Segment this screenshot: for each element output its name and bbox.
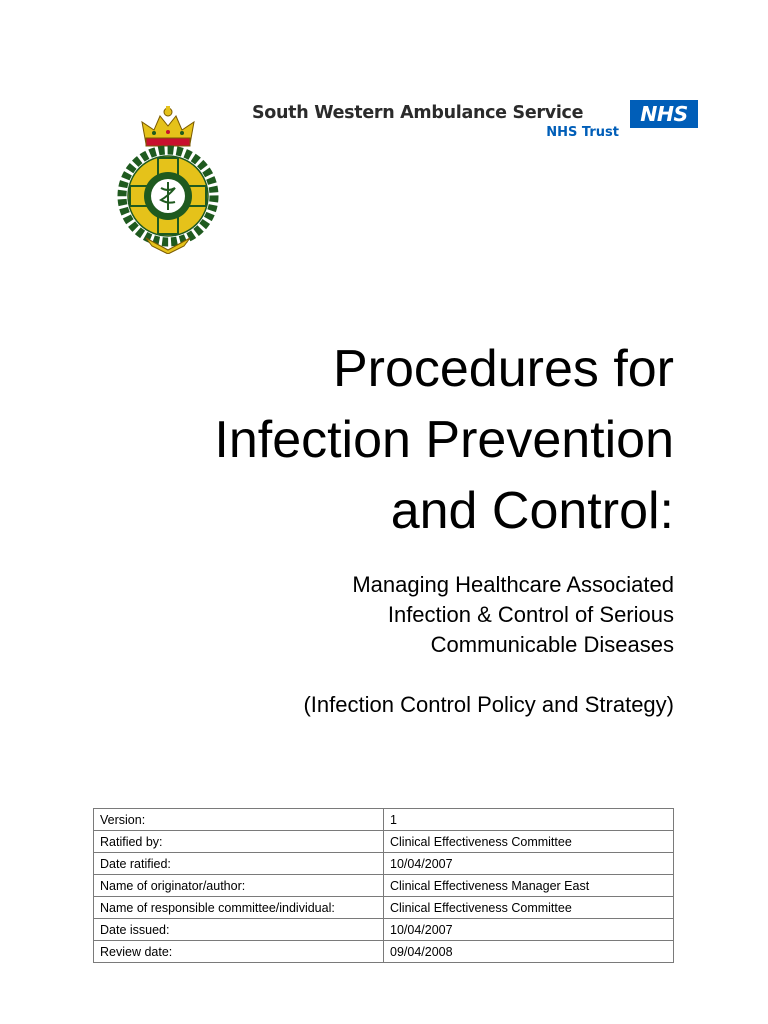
row-value: 09/04/2008	[384, 941, 674, 963]
subtitle-line: Communicable Diseases	[430, 632, 674, 657]
row-label: Date ratified:	[94, 853, 384, 875]
title-line: and Control:	[390, 482, 674, 540]
title-line: Procedures for	[332, 340, 674, 398]
table-row	[94, 941, 674, 963]
document-subtitle	[352, 570, 674, 660]
row-value: Clinical Effectiveness Committee	[384, 831, 674, 853]
subtitle-line: Infection & Control of Serious	[387, 602, 674, 627]
row-value: 10/04/2007	[384, 853, 674, 875]
row-value: 10/04/2007	[384, 919, 674, 941]
ambulance-service-crest-icon	[112, 104, 224, 254]
row-label: Review date:	[94, 941, 384, 963]
row-label: Ratified by:	[94, 831, 384, 853]
trust-name: NHS Trust	[546, 125, 619, 140]
subtitle-line: Managing Healthcare Associated	[352, 572, 674, 597]
organisation-header	[252, 100, 698, 144]
table-row	[94, 919, 674, 941]
nhs-logo: NHS	[630, 100, 698, 128]
document-info-table	[93, 808, 674, 963]
document-title	[214, 334, 674, 547]
table-row	[94, 875, 674, 897]
table-row	[94, 853, 674, 875]
row-label: Name of responsible committee/individual:	[94, 897, 384, 919]
row-label: Name of originator/author:	[94, 875, 384, 897]
table-row	[94, 809, 674, 831]
row-label: Version:	[94, 809, 384, 831]
policy-note: (Infection Control Policy and Strategy)	[303, 692, 674, 717]
crown-icon	[142, 106, 194, 146]
row-value: 1	[384, 809, 674, 831]
row-value: Clinical Effectiveness Manager East	[384, 875, 674, 897]
table-row	[94, 897, 674, 919]
title-line: Infection Prevention	[214, 411, 674, 469]
organisation-name: South Western Ambulance Service	[252, 103, 584, 123]
table-row	[94, 831, 674, 853]
row-value: Clinical Effectiveness Committee	[384, 897, 674, 919]
row-label: Date issued:	[94, 919, 384, 941]
